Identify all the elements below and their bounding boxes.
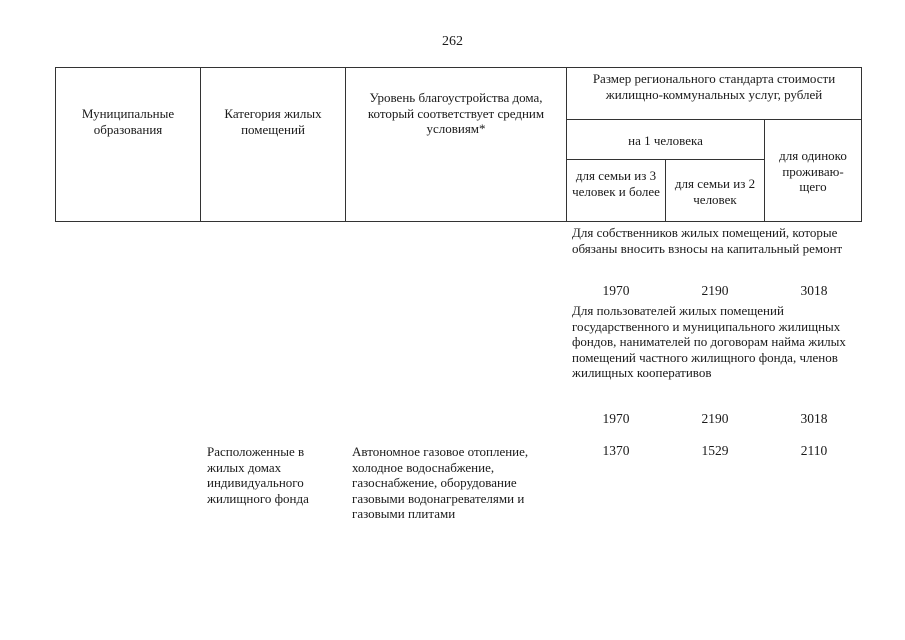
page-number: 262 [442, 34, 463, 49]
header-category [200, 67, 346, 222]
header-per-person [566, 119, 765, 160]
header-level [345, 67, 567, 222]
row-value-single: 2110 [800, 443, 828, 458]
section-users-value-family3: 1970 [602, 411, 630, 426]
header-single [764, 119, 862, 222]
section-owners-label: Для собственников жилых помещений, которые обязаны вносить взносы на капитальный ремонт [572, 225, 843, 256]
row-level: Автономное газовое отопление, холодное водоснабжение, газоснабжение, оборудование газовыми водонагревателями и газовыми плитами [352, 444, 529, 521]
row-value-family3: 1370 [602, 443, 630, 458]
header-group [566, 67, 862, 120]
section-users-value-family2: 2190 [701, 411, 729, 426]
header-category-text: Категория жилых помещений [224, 106, 322, 137]
header-municipal [55, 67, 201, 222]
header-single-text: для одиноко проживаю- щего [779, 148, 847, 194]
header-family3-text: для семьи из 3 человек и более [572, 168, 660, 199]
row-category: Расположенные в жилых домах индивидуального жилищного фонда [207, 444, 309, 506]
row-value-family2: 1529 [701, 443, 729, 458]
header-family3 [566, 159, 666, 222]
header-family2-text: для семьи из 2 человек [674, 176, 756, 207]
section-owners-value-single: 3018 [800, 283, 828, 298]
header-family2 [665, 159, 765, 222]
section-users-label: Для пользователей жилых помещений государственного и муниципального жилищных фондов, нанимателей по договорам найма жилых помещений частного жилищного фонда, членов жилищных кооперативов [572, 303, 846, 380]
header-municipal-text: Муниципальные образования [81, 106, 175, 137]
header-per-person-text: на 1 человека [628, 133, 703, 148]
section-owners-value-family2: 2190 [701, 283, 729, 298]
section-owners-value-family3: 1970 [602, 283, 630, 298]
header-group-text: Размер регионального стандарта стоимости жилищно-коммунальных услуг, рублей [592, 71, 836, 102]
section-users-value-single: 3018 [800, 411, 828, 426]
header-level-text: Уровень благоустройства дома, который соответствует средним условиям* [367, 90, 545, 136]
